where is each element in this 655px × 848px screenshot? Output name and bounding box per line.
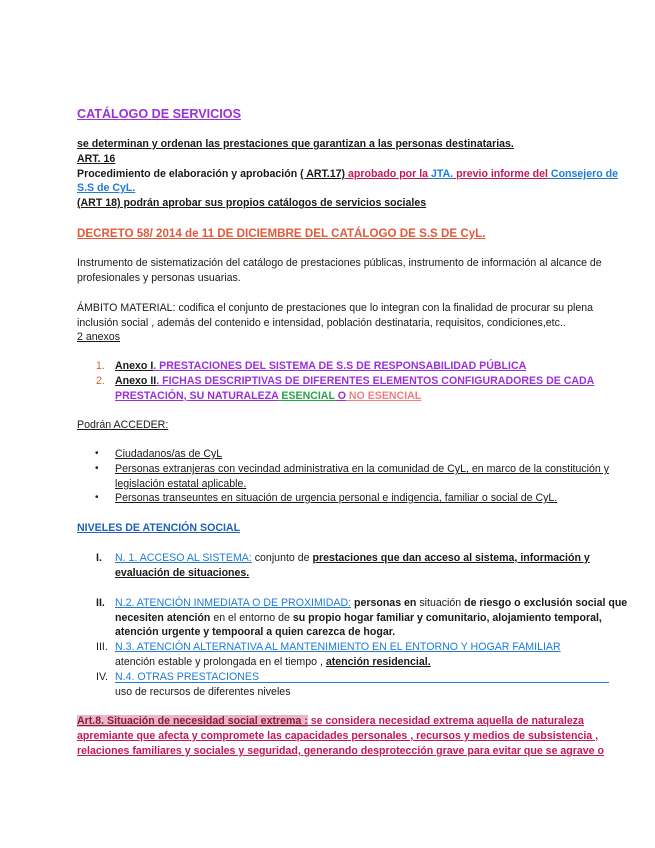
- ambito-line-2: inclusión social , además del contenido e intensidad, población destinataria, requisitos, condiciones,etc..: [77, 317, 566, 329]
- ambito-line-1: ÁMBITO MATERIAL: codifica el conjunto de prestaciones que lo integran con la finalidad de procurar su plena: [77, 302, 594, 314]
- proc-aprobado: aprobado por la: [345, 168, 429, 180]
- acceder-item-3: Personas transeuntes en situación de urgencia personal e indigencia, familiar o social de CyL.: [115, 492, 558, 504]
- nivel-1-line-2: evaluación de situaciones.: [115, 567, 250, 579]
- anexo-2-item-cont: [115, 389, 421, 403]
- proc-ssdecyl: S.S de CyL.: [77, 182, 136, 194]
- procedimiento-line: [77, 167, 618, 181]
- anexo-1-text: . PRESTACIONES DEL SISTEMA DE S.S DE RESPONSABILIDAD PÚBLICA: [153, 360, 527, 372]
- nivel-2-l1a: personas en: [351, 597, 417, 609]
- nivel-3-l2b: atención residencial.: [325, 656, 431, 668]
- anexo-1-number: 1.: [96, 360, 105, 372]
- nivel-1-number: I.: [96, 552, 102, 564]
- nivel-4-head: N.4. OTRAS PRESTACIONES: [115, 671, 260, 683]
- decreto-instrumento-1: Instrumento de sistematización del catálogo de prestaciones públicas, instrumento de información al alcance de: [77, 257, 602, 269]
- anexo-2-label: Anexo II: [115, 375, 157, 387]
- acceder-item-2: Personas extranjeras con vecindad administrativa en la comunidad de CyL, en marco de la constitución y: [115, 463, 610, 475]
- proc-previo: previo informe del: [453, 168, 548, 180]
- nivel-2-l2b: en el entorno de: [210, 612, 293, 624]
- art18-line: (ART 18) podrán aprobar sus propios catálogos de servicios sociales: [77, 197, 427, 209]
- nivel-1-line-1: [115, 551, 590, 565]
- nivel-1-head: N. 1. ACCESO AL SISTEMA:: [115, 552, 252, 564]
- nivel-2-line-1: [115, 596, 627, 610]
- anexo-2-esencial: ESENCIAL: [278, 390, 335, 402]
- nivel-3-l2a: atención estable y prolongada en el tiempo ,: [115, 656, 326, 668]
- nivel-1-tail: prestaciones que dan acceso al sistema, información y: [312, 552, 590, 564]
- anexo-1-item: [115, 359, 526, 373]
- section-title-catalogo: CATÁLOGO DE SERVICIOS: [77, 107, 241, 121]
- proc-jta: JTA.: [428, 168, 454, 180]
- anexos-count: 2 anexos: [77, 331, 120, 343]
- acceder-item-2-cont: legislación estatal aplicable.: [115, 478, 247, 490]
- nivel-4-line-2: uso de recursos de diferentes niveles: [115, 686, 291, 698]
- nivel-4-number: IV.: [96, 671, 108, 683]
- nivel-2-l2a: necesiten atención: [115, 612, 211, 624]
- art8-line-1: [77, 714, 584, 728]
- nivel-2-l1c: de riesgo o exclusión social que: [461, 597, 628, 609]
- anexo-2-o: O: [334, 390, 346, 402]
- bullet-glyph: •: [95, 492, 99, 503]
- nivel-2-line-3: atención urgente y tempooral a quien carezca de hogar.: [115, 626, 396, 638]
- proc-consejero: Consejero de: [547, 168, 619, 180]
- anexo-1-label: Anexo I: [115, 360, 154, 372]
- bullet-glyph: •: [95, 463, 99, 474]
- anexo-2-text-1: . FICHAS DESCRIPTIVAS DE DIFERENTES ELEMENTOS CONFIGURADORES DE CADA: [156, 375, 595, 387]
- anexo-2-item: [115, 374, 594, 388]
- nivel-2-number: II.: [96, 597, 105, 609]
- nivel-2-l1b: situación: [416, 597, 462, 609]
- art8-head: Art.8. Situación de necesidad social extrema :: [77, 715, 308, 727]
- anexo-2-no-esencial: NO ESENCIAL: [345, 390, 422, 402]
- decreto-title: DECRETO 58/ 2014 de 11 DE DICIEMBRE DEL CATÁLOGO DE S.S DE CyL.: [77, 227, 486, 240]
- proc-text: Procedimiento de elaboración y aprobación: [77, 168, 301, 180]
- art16-label: ART. 16: [77, 153, 116, 165]
- niveles-title: NIVELES DE ATENCIÓN SOCIAL: [77, 522, 241, 534]
- nivel-3-number: III.: [96, 641, 108, 653]
- decreto-instrumento-2: profesionales y personas usuarias.: [77, 272, 241, 284]
- nivel-1-mid: conjunto de: [251, 552, 313, 564]
- bullet-glyph: •: [95, 448, 99, 459]
- acceder-item-1: Ciudadanos/as de CyL: [115, 448, 223, 460]
- nivel-3-line-2: [115, 655, 431, 669]
- catalogo-intro: se determinan y ordenan las prestaciones que garantizan a las personas destinatarias.: [77, 138, 514, 150]
- acceder-title: Podrán ACCEDER:: [77, 419, 169, 431]
- art8-line-3: relaciones familiares y sociales y seguridad, generando desprotección grave para evitar que se agrave o: [77, 745, 604, 757]
- nivel-2-line-2: [115, 611, 602, 625]
- art8-l1: se considera necesidad extrema aquella de naturaleza: [307, 715, 584, 727]
- nivel-2-head: N.2. ATENCIÓN INMEDIATA O DE PROXIMIDAD:: [115, 597, 352, 609]
- nivel-3-head: N.3. ATENCIÓN ALTERNATIVA AL MANTENIMIENTO EN EL ENTORNO Y HOGAR FAMILIAR: [115, 641, 561, 653]
- proc-art17: ( ART.17): [300, 168, 346, 180]
- nivel-4-head-wrap: [115, 670, 609, 683]
- anexo-2-number: 2.: [96, 375, 105, 387]
- art8-line-2: apremiante que afecta y compromete las capacidades personales , recursos y medios de subsistencia ,: [77, 730, 599, 742]
- nivel-2-l2c: su propio hogar familiar y comunitario, alojamiento temporal,: [292, 612, 602, 624]
- anexo-2-text-2: PRESTACIÓN, SU NATURALEZA: [115, 390, 279, 402]
